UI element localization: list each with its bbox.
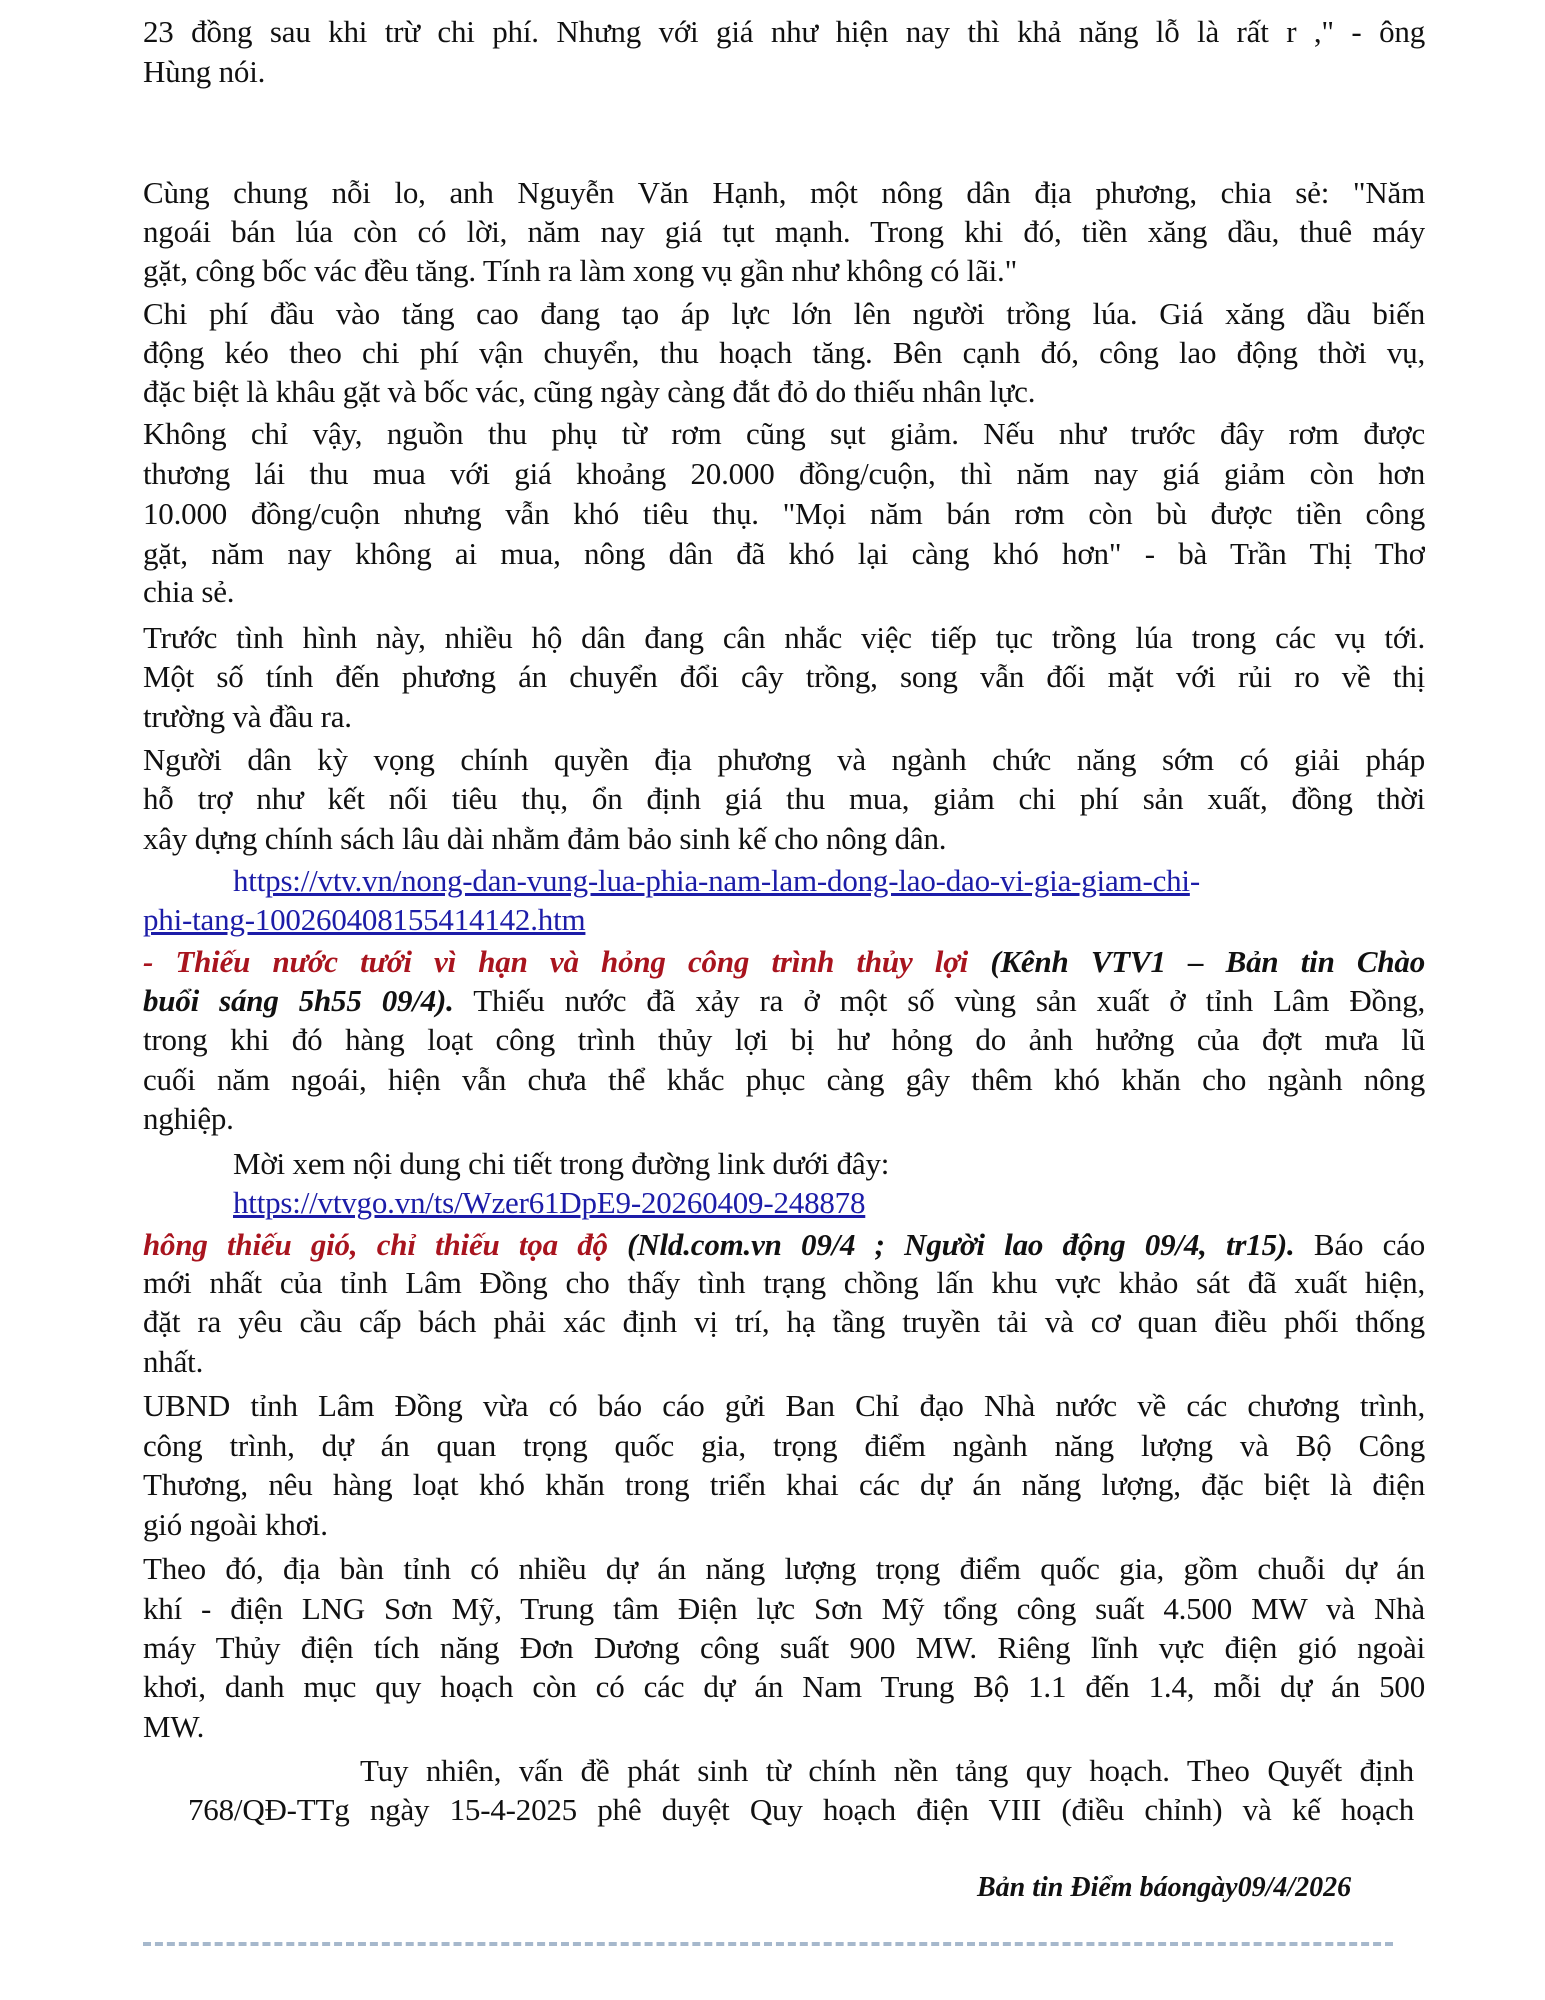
footer-divider	[143, 1942, 1393, 1946]
text-line: Trước tình hình này, nhiều hộ dân đang cân nhắc việc tiếp tục trồng lúa trong các vụ tới.	[143, 620, 1425, 655]
article-link-vtv-continued[interactable]	[143, 900, 1425, 940]
text-line: khí - điện LNG Sơn Mỹ, Trung tâm Điện lực Sơn Mỹ tổng công suất 4.500 MW và Nhà	[143, 1591, 1425, 1626]
text-line: công trình, dự án quan trọng quốc gia, trọng điểm ngành năng lượng và Bộ Công	[143, 1428, 1425, 1463]
text-line: thương lái thu mua với giá khoảng 20.000 đồng/cuộn, thì năm nay giá giảm còn hơn	[143, 456, 1425, 491]
news-title: hông thiếu gió, chỉ thiếu tọa độ	[143, 1227, 608, 1262]
text-line: Một số tính đến phương án chuyển đổi cây trồng, song vẫn đối mặt với rủi ro về thị	[143, 659, 1425, 694]
text-line: gặt, công bốc vác đều tăng. Tính ra làm xong vụ gần như không có lãi."	[143, 253, 1018, 288]
text-line: 768/QĐ-TTg ngày 15-4-2025 phê duyệt Quy hoạch điện VIII (điều chỉnh) và kế hoạch	[188, 1792, 1414, 1827]
text-line: đặt ra yêu cầu cấp bách phải xác định vị trí, hạ tầng truyền tải và cơ quan điều phối thống	[143, 1304, 1425, 1339]
text-line: nghiệp.	[143, 1101, 234, 1136]
text-line: 10.000 đồng/cuộn nhưng vẫn khó tiêu thụ. "Mọi năm bán rơm còn bù được tiền công	[143, 496, 1425, 531]
text-line: động kéo theo chi phí vận chuyển, thu hoạch tăng. Bên cạnh đó, công lao động thời vụ,	[143, 335, 1425, 370]
text-line: mới nhất của tỉnh Lâm Đồng cho thấy tình trạng chồng lấn khu vực khảo sát đã xuất hiện,	[143, 1265, 1425, 1300]
footer-bulletin-date: Bản tin Điểm báongày09/4/2026	[977, 1872, 1352, 1903]
link-text[interactable]: ps://vtv.vn/nong-dan-vung-lua-phia-nam-lam-dong-lao-dao-vi-gia-giam-chi	[265, 863, 1190, 898]
news-title: - Thiếu nước tưới vì hạn và hỏng công trình thủy lợi	[143, 944, 969, 979]
news-heading-line	[143, 942, 1425, 982]
news-heading-line	[143, 1225, 1425, 1265]
article-link-vtvgo[interactable]	[233, 1183, 1425, 1223]
link-text[interactable]: https://vtvgo.vn/ts/Wzer61DpE9-20260409-248878	[233, 1185, 866, 1220]
text-line: cuối năm ngoái, hiện vẫn chưa thể khắc phục càng gây thêm khó khăn cho ngành nông	[143, 1062, 1425, 1097]
text-line: xây dựng chính sách lâu dài nhằm đảm bảo sinh kế cho nông dân.	[143, 821, 947, 856]
text-line: Thương, nêu hàng loạt khó khăn trong triển khai các dự án năng lượng, đặc biệt là điện	[143, 1467, 1425, 1502]
text-line: 23 đồng sau khi trừ chi phí. Nhưng với giá như hiện nay thì khả năng lỗ là rất r ," - ông	[143, 14, 1425, 49]
text-line: máy Thủy điện tích năng Đơn Dương công suất 900 MW. Riêng lĩnh vực điện gió ngoài	[143, 1630, 1425, 1665]
news-heading-line	[143, 981, 1425, 1021]
text-line: Tuy nhiên, vấn đề phát sinh từ chính nền tảng quy hoạch. Theo Quyết định	[360, 1753, 1414, 1788]
text-line: ngoái bán lúa còn có lời, năm nay giá tụt mạnh. Trong khi đó, tiền xăng dầu, thuê máy	[143, 214, 1425, 249]
text-line: đặc biệt là khâu gặt và bốc vác, cũng ngày càng đắt đỏ do thiếu nhân lực.	[143, 374, 1036, 409]
news-body: Thiếu nước đã xảy ra ở một số vùng sản xuất ở tỉnh Lâm Đồng,	[453, 983, 1425, 1018]
news-source: (Kênh VTV1 – Bản tin Chào	[968, 944, 1425, 979]
text-line: gặt, năm nay không ai mua, nông dân đã khó lại càng khó hơn" - bà Trần Thị Thơ	[143, 536, 1425, 571]
text-line: Hùng nói.	[143, 54, 266, 89]
text-line: hỗ trợ như kết nối tiêu thụ, ổn định giá thu mua, giảm chi phí sản xuất, đồng thời	[143, 781, 1425, 816]
text-line: Cùng chung nỗi lo, anh Nguyễn Văn Hạnh, một nông dân địa phương, chia sẻ: "Năm	[143, 175, 1425, 210]
news-source: buổi sáng 5h55 09/4).	[143, 983, 454, 1018]
article-link-vtv[interactable]	[233, 861, 1425, 901]
text-line: gió ngoài khơi.	[143, 1507, 328, 1542]
text-line: UBND tỉnh Lâm Đồng vừa có báo cáo gửi Ban Chỉ đạo Nhà nước về các chương trình,	[143, 1388, 1425, 1423]
text-line: Theo đó, địa bàn tỉnh có nhiều dự án năng lượng trọng điểm quốc gia, gồm chuỗi dự án	[143, 1551, 1425, 1586]
text-line: trong khi đó hàng loạt công trình thủy lợi bị hư hỏng do ảnh hưởng của đợt mưa lũ	[143, 1022, 1425, 1057]
text-line: khơi, danh mục quy hoạch còn có các dự án Nam Trung Bộ 1.1 đến 1.4, mỗi dự án 500	[143, 1669, 1425, 1704]
news-source: (Nld.com.vn 09/4 ; Người lao động 09/4, tr15).	[607, 1227, 1295, 1262]
link-text[interactable]: htt	[233, 863, 266, 898]
see-more-label: Mời xem nội dung chi tiết trong đường link dưới đây:	[233, 1146, 890, 1181]
link-text[interactable]: phi-tang-100260408155414142.htm	[143, 902, 586, 937]
text-line: Người dân kỳ vọng chính quyền địa phương và ngành chức năng sớm có giải pháp	[143, 742, 1425, 777]
text-line: Không chỉ vậy, nguồn thu phụ từ rơm cũng sụt giảm. Nếu như trước đây rơm được	[143, 416, 1425, 451]
text-line: Chi phí đầu vào tăng cao đang tạo áp lực lớn lên người trồng lúa. Giá xăng dầu biến	[143, 296, 1425, 331]
news-body: Báo cáo	[1294, 1227, 1425, 1262]
link-text[interactable]: -	[1189, 863, 1200, 898]
text-line: nhất.	[143, 1344, 204, 1379]
text-line: chia sẻ.	[143, 574, 235, 609]
text-line: MW.	[143, 1709, 205, 1744]
text-line: trường và đầu ra.	[143, 699, 352, 734]
